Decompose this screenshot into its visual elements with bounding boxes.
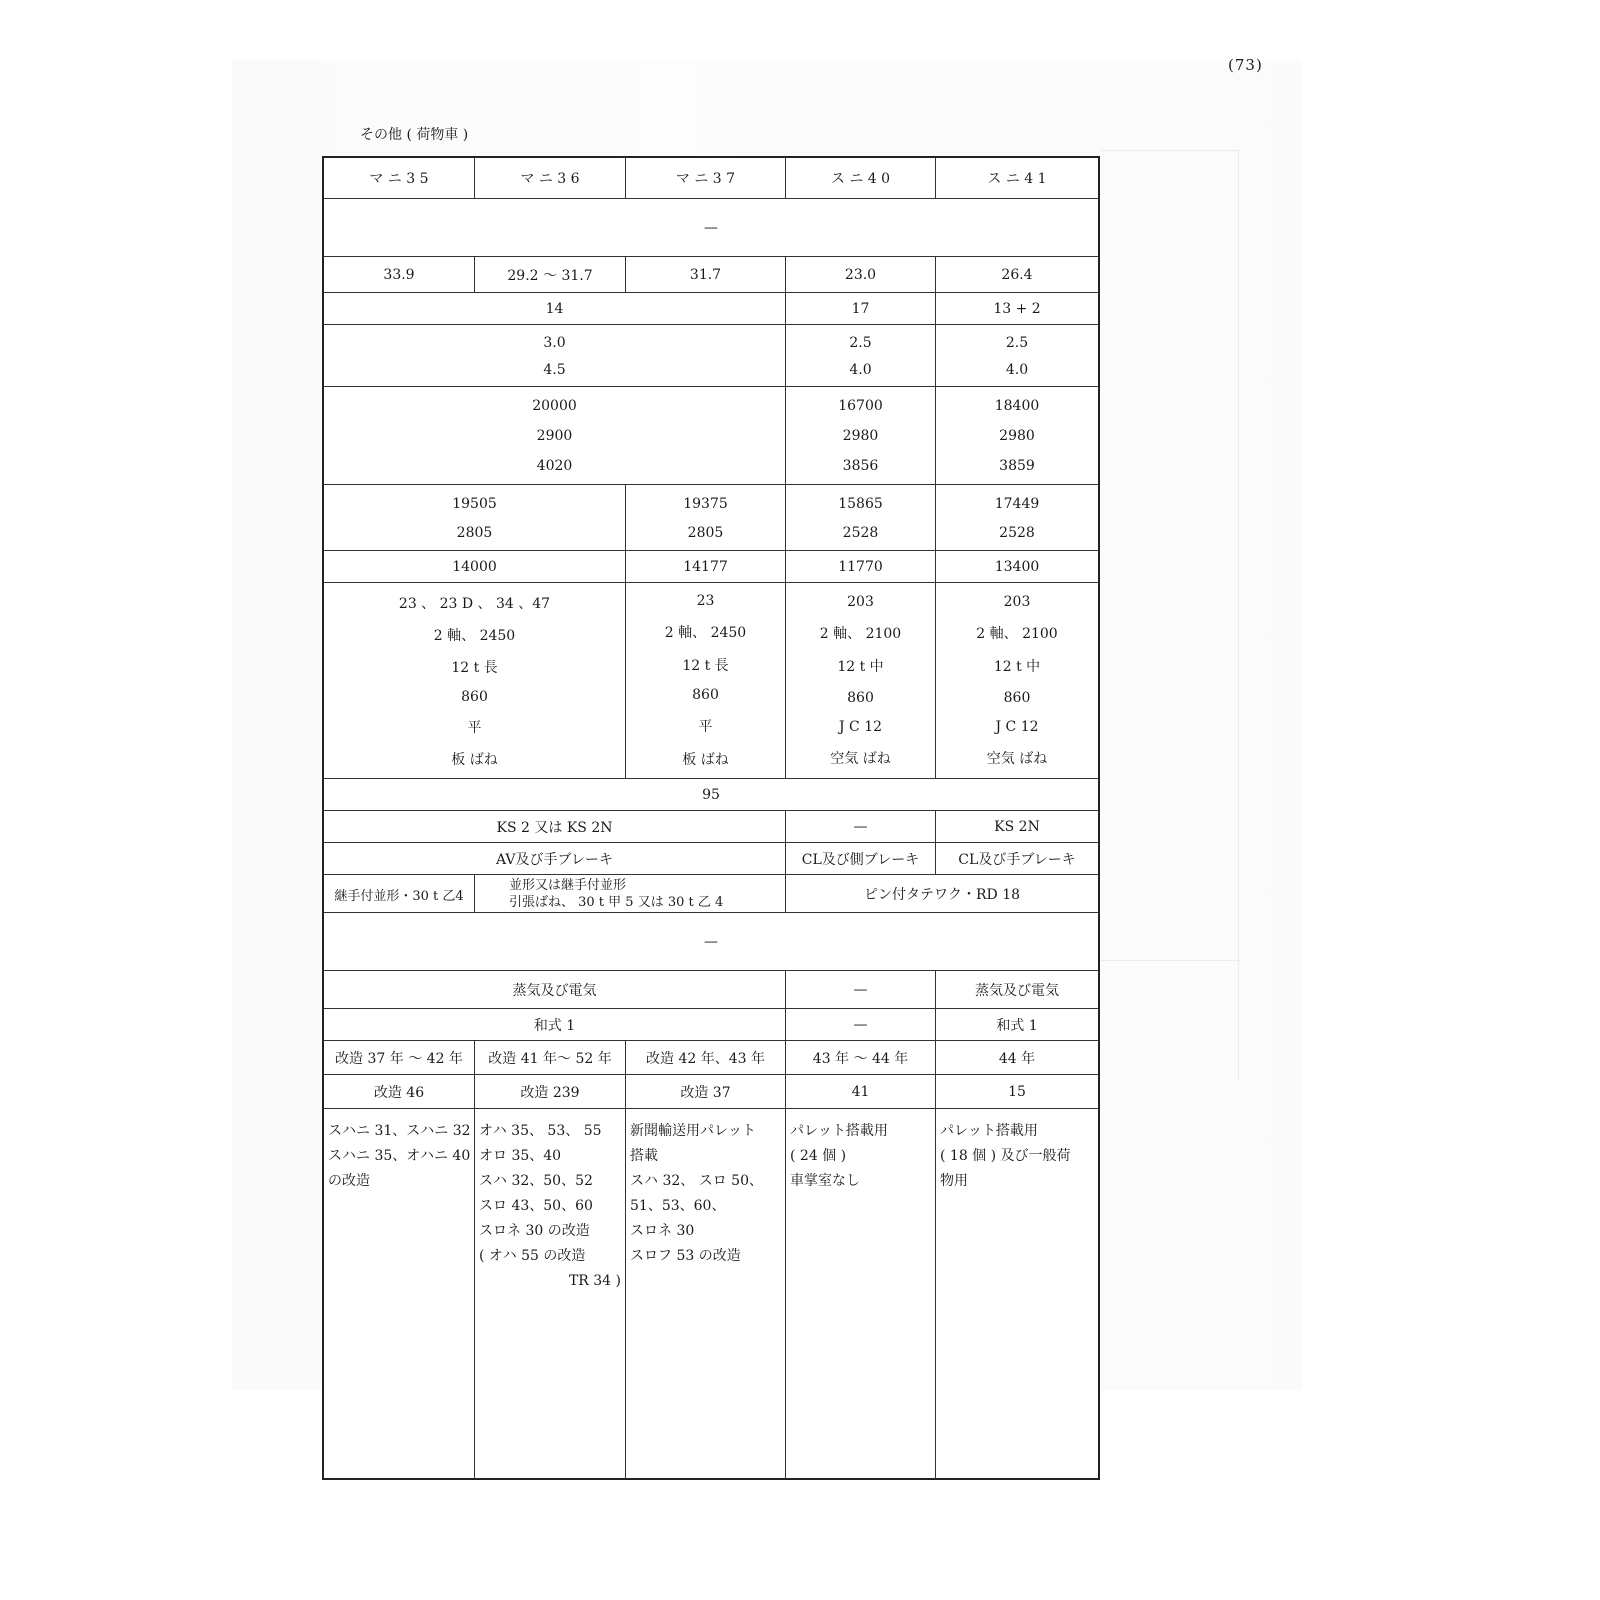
dimensions-suni41: 18400 2980 3859 bbox=[935, 387, 1098, 485]
dimensions-suni40: 16700 2980 3856 bbox=[785, 387, 935, 485]
floor-mani3536: 14000 bbox=[452, 559, 497, 575]
coupler-suni: ピン付タテワク・RD 18 bbox=[785, 875, 1098, 913]
capacity-suni40: 17 bbox=[785, 293, 935, 325]
table-row-count bbox=[324, 1074, 1098, 1109]
table-row-dash-2 bbox=[324, 912, 1098, 971]
table-row-load bbox=[324, 324, 1098, 387]
weight-mani36: 29.2 ～ 31.7 bbox=[474, 257, 625, 293]
coupler-mani35: 継手付並形・30 t 乙4 bbox=[334, 888, 464, 904]
load-suni40: 2.5 4.0 bbox=[785, 325, 935, 387]
speed-cell: 95 bbox=[702, 787, 720, 803]
table-row-capacity bbox=[324, 292, 1098, 325]
header-mani36: マ ニ 3 6 bbox=[474, 158, 625, 198]
year-mani35: 改造 37 年 ～ 42 年 bbox=[335, 1051, 463, 1067]
brake-suni41: CL及び手ブレーキ bbox=[935, 843, 1098, 875]
count-mani35: 改造 46 bbox=[373, 1085, 425, 1101]
load-mani: 3.0 4.5 bbox=[543, 334, 566, 378]
remarks-suni41: パレット搭載用 ( 18 個 ) 及び一般荷 物用 bbox=[935, 1109, 1098, 1479]
header-suni40: ス ニ 4 0 bbox=[785, 158, 935, 198]
year-mani37: 改造 42 年、43 年 bbox=[625, 1041, 785, 1075]
count-suni40: 41 bbox=[785, 1075, 935, 1109]
weight-mani37: 31.7 bbox=[625, 257, 785, 293]
floor-mani37: 14177 bbox=[625, 551, 785, 583]
year-mani36: 改造 41 年～ 52 年 bbox=[474, 1041, 625, 1075]
scan-artifact-line bbox=[1238, 150, 1239, 1080]
coupler-type-suni40: — bbox=[785, 811, 935, 843]
heating-suni41: 蒸気及び電気 bbox=[935, 971, 1098, 1009]
table-row-toilet bbox=[324, 1008, 1098, 1041]
header-suni41: ス ニ 4 1 bbox=[935, 158, 1098, 198]
table-row-weight bbox=[324, 256, 1098, 293]
table-row-inner-dims bbox=[324, 484, 1098, 551]
remarks-mani35: スハニ 31、スハニ 32 スハニ 35、オハニ 40 の改造 bbox=[328, 1123, 471, 1189]
bogie-mani3536: 23 、 23 D 、 34 、47 2 軸、 2450 12 t 長 860 平 板 ばね bbox=[398, 596, 551, 768]
toilet-suni40: — bbox=[785, 1009, 935, 1041]
weight-suni40: 23.0 bbox=[785, 257, 935, 293]
table-row-brake bbox=[324, 842, 1098, 875]
capacity-mani: 14 bbox=[545, 301, 564, 317]
floor-suni41: 13400 bbox=[935, 551, 1098, 583]
spec-table bbox=[322, 156, 1100, 1480]
capacity-suni41: 13 + 2 bbox=[935, 293, 1098, 325]
header-mani37: マ ニ 3 7 bbox=[625, 158, 785, 198]
toilet-suni41: 和式 1 bbox=[935, 1009, 1098, 1041]
brake-suni40: CL及び側ブレーキ bbox=[785, 843, 935, 875]
page-number: (73) bbox=[1228, 56, 1263, 74]
remarks-suni40: パレット搭載用 ( 24 個 ) 車掌室なし bbox=[785, 1109, 935, 1479]
brake-mani: AV及び手ブレーキ bbox=[496, 852, 613, 868]
table-row-coupler bbox=[324, 874, 1098, 913]
count-mani37: 改造 37 bbox=[625, 1075, 785, 1109]
weight-mani35: 33.9 bbox=[383, 267, 415, 283]
heating-suni40: — bbox=[785, 971, 935, 1009]
table-caption: その他 ( 荷物車 ) bbox=[360, 127, 469, 143]
scan-artifact-line bbox=[1100, 960, 1240, 961]
remarks-mani36: オハ 35、 53、 55 オロ 35、40 スハ 32、50、52 スロ 43、50、60 スロネ 30 の改造 ( オハ 55 の改造 TR 34 ) bbox=[474, 1109, 625, 1479]
bogie-suni40: 203 2 軸、 2100 12 t 中 860 J C 12 空気 ばね bbox=[785, 583, 935, 779]
year-suni40: 43 年 ～ 44 年 bbox=[785, 1041, 935, 1075]
table-row-models bbox=[324, 158, 1098, 198]
remarks-mani37: 新聞輸送用パレット 搭載 スハ 32、 スロ 50、 51、53、60、 スロネ 30 スロフ 53 の改造 bbox=[625, 1109, 785, 1479]
coupler-mani3637: 並形又は継手付並形 引張ばね、 30 t 甲 5 又は 30 t 乙 4 bbox=[474, 875, 785, 913]
dimensions-mani: 20000 2900 4020 bbox=[532, 398, 577, 474]
bogie-mani37: 23 2 軸、 2450 12 t 長 860 平 板 ばね bbox=[625, 583, 785, 779]
dash-cell-2: — bbox=[704, 934, 718, 950]
load-suni41: 2.5 4.0 bbox=[935, 325, 1098, 387]
year-suni41: 44 年 bbox=[935, 1041, 1098, 1075]
coupler-type-mani: KS 2 又は KS 2N bbox=[496, 820, 613, 836]
table-row-remarks bbox=[324, 1108, 1098, 1479]
toilet-mani: 和式 1 bbox=[533, 1018, 576, 1034]
heating-mani: 蒸気及び電気 bbox=[512, 983, 597, 999]
table-row-heating bbox=[324, 970, 1098, 1009]
table-row-floor bbox=[324, 550, 1098, 583]
scan-artifact-line bbox=[1100, 150, 1240, 151]
table-row-dimensions bbox=[324, 386, 1098, 485]
dash-cell: — bbox=[704, 220, 718, 236]
weight-suni41: 26.4 bbox=[935, 257, 1098, 293]
inner-dims-suni40: 15865 2528 bbox=[785, 485, 935, 551]
count-suni41: 15 bbox=[935, 1075, 1098, 1109]
bogie-suni41: 203 2 軸、 2100 12 t 中 860 J C 12 空気 ばね bbox=[935, 583, 1098, 779]
coupler-type-suni41: KS 2N bbox=[935, 811, 1098, 843]
inner-dims-mani37: 19375 2805 bbox=[625, 485, 785, 551]
table-row-speed bbox=[324, 778, 1098, 811]
table-row-dash bbox=[324, 198, 1098, 257]
inner-dims-suni41: 17449 2528 bbox=[935, 485, 1098, 551]
table-row-coupler-type bbox=[324, 810, 1098, 843]
floor-suni40: 11770 bbox=[785, 551, 935, 583]
table-row-year bbox=[324, 1040, 1098, 1075]
header-mani35: マ ニ 3 5 bbox=[369, 171, 429, 187]
table-row-bogie bbox=[324, 582, 1098, 779]
inner-dims-mani3536: 19505 2805 bbox=[452, 495, 497, 541]
count-mani36: 改造 239 bbox=[474, 1075, 625, 1109]
